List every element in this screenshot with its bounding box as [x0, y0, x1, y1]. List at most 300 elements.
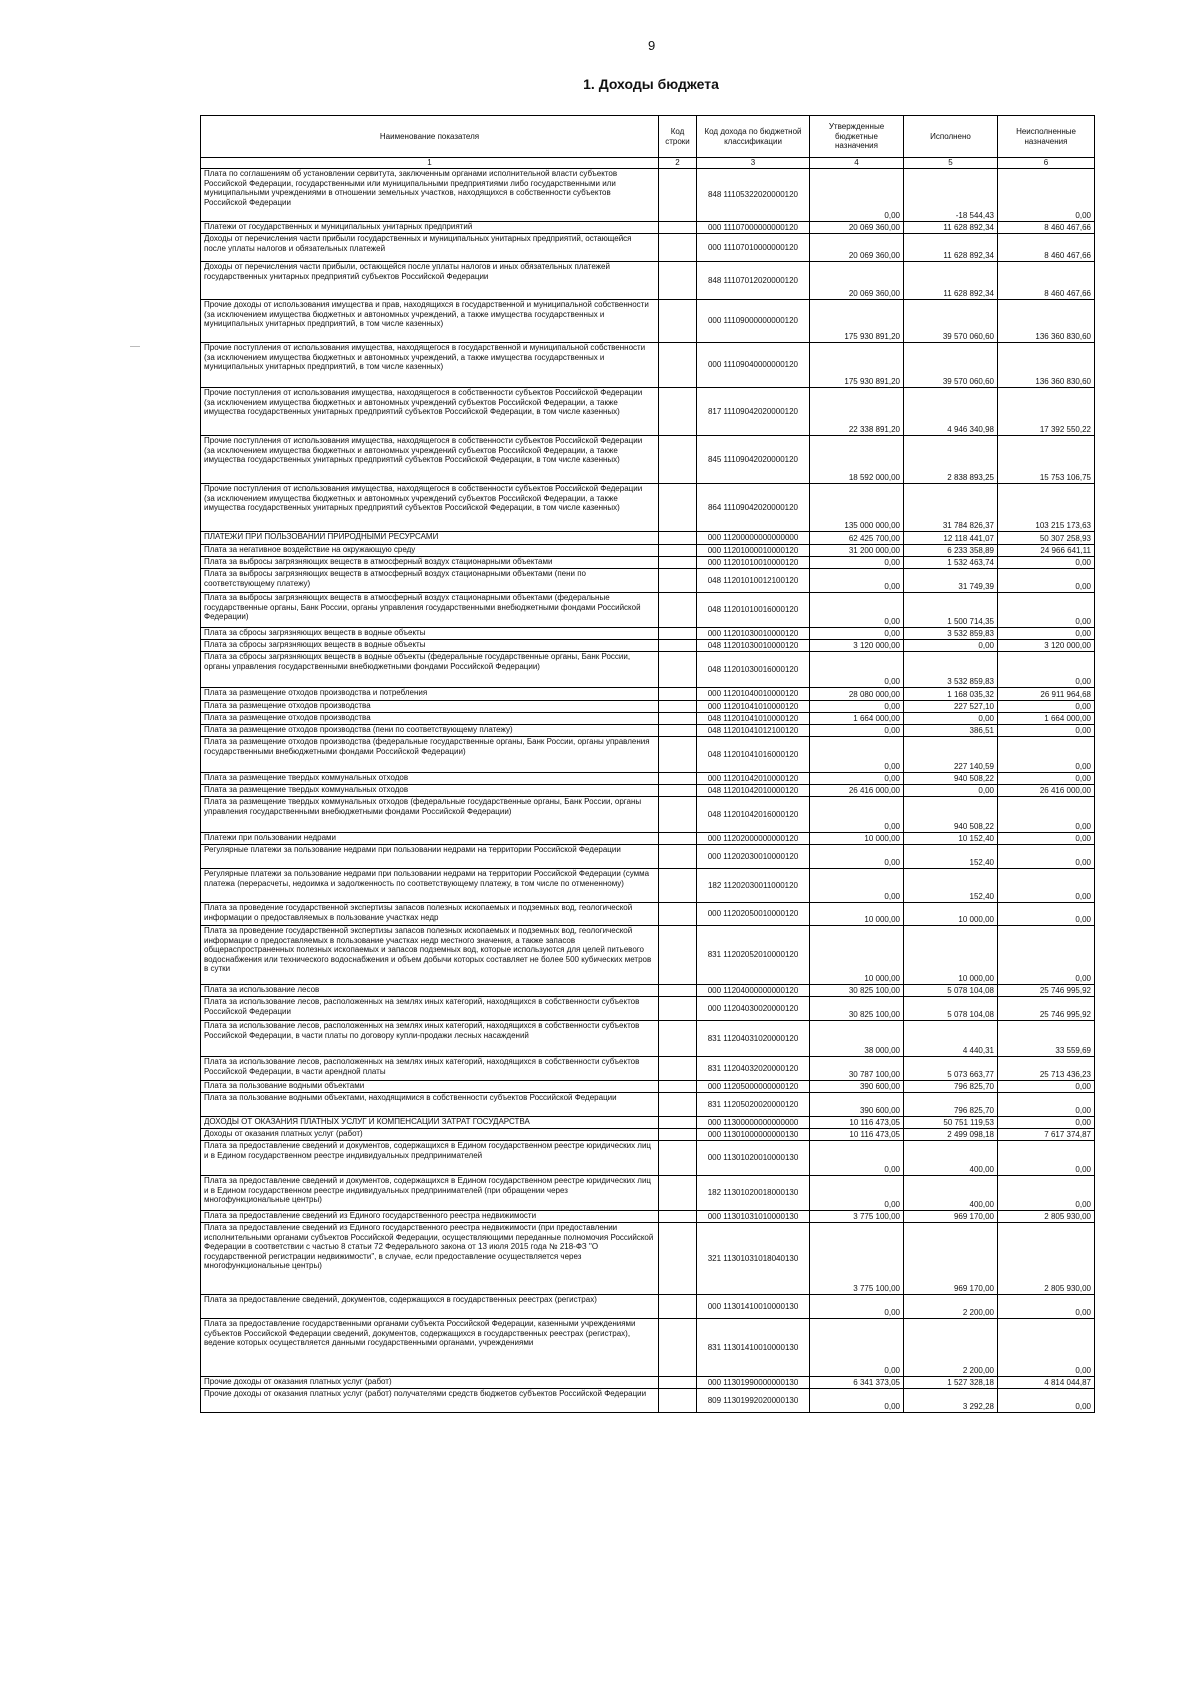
row-unexecuted: 136 360 830,60 [998, 343, 1095, 388]
column-number: 6 [998, 158, 1095, 169]
row-budget-code: 000 11202030010000120 [697, 845, 810, 869]
row-name: Прочие поступления от использования имущества, находящегося в собственности субъектов Российской Федерации (за исключением имущества бюджетных и автономных учреждений субъектов Российской Федерации, а также имущества государственных унитарных предприятий субъектов Российской Федерации, в том числе казенных) [201, 484, 659, 532]
row-approved: 30 825 100,00 [810, 985, 904, 997]
table-row [201, 997, 1095, 1021]
row-executed: 10 000,00 [904, 903, 998, 926]
row-approved: 3 120 000,00 [810, 640, 904, 652]
row-line-code [659, 532, 697, 545]
row-unexecuted: 0,00 [998, 773, 1095, 785]
row-approved: 0,00 [810, 569, 904, 593]
row-budget-code: 000 11204000000000120 [697, 985, 810, 997]
row-unexecuted: 8 460 467,66 [998, 222, 1095, 234]
row-budget-code: 048 11201010012100120 [697, 569, 810, 593]
row-approved: 0,00 [810, 701, 904, 713]
row-budget-code: 864 11109042020000120 [697, 484, 810, 532]
row-executed: 11 628 892,34 [904, 222, 998, 234]
row-approved: 0,00 [810, 1319, 904, 1377]
row-approved: 390 600,00 [810, 1093, 904, 1117]
row-unexecuted: 0,00 [998, 169, 1095, 222]
row-line-code [659, 1377, 697, 1389]
row-unexecuted: 0,00 [998, 845, 1095, 869]
header-unexecuted: Неисполненные назначения [998, 116, 1095, 158]
row-name: Плата за использование лесов, расположенных на землях иных категорий, находящихся в собственности субъектов Российской Федерации, в части платы по договору купли-продажи лесных насаждений [201, 1021, 659, 1057]
column-number: 3 [697, 158, 810, 169]
row-executed: 4 946 340,98 [904, 388, 998, 436]
row-unexecuted: 8 460 467,66 [998, 262, 1095, 300]
row-approved: 10 000,00 [810, 833, 904, 845]
row-line-code [659, 1223, 697, 1295]
row-budget-code: 848 11107012020000120 [697, 262, 810, 300]
table-row [201, 343, 1095, 388]
row-approved: 62 425 700,00 [810, 532, 904, 545]
row-approved: 31 200 000,00 [810, 545, 904, 557]
table-row [201, 484, 1095, 532]
row-name: ДОХОДЫ ОТ ОКАЗАНИЯ ПЛАТНЫХ УСЛУГ И КОМПЕНСАЦИИ ЗАТРАТ ГОСУДАРСТВА [201, 1117, 659, 1129]
column-number: 5 [904, 158, 998, 169]
row-unexecuted: 0,00 [998, 652, 1095, 688]
row-approved: 10 116 473,05 [810, 1129, 904, 1141]
row-unexecuted: 0,00 [998, 593, 1095, 628]
row-name: Доходы от перечисления части прибыли государственных и муниципальных унитарных предприятий, остающейся после уплаты налогов и обязательных платежей [201, 234, 659, 262]
row-executed: 1 527 328,18 [904, 1377, 998, 1389]
row-name: Прочие поступления от использования имущества, находящегося в собственности субъектов Российской Федерации (за исключением имущества бюджетных и автономных учреждений субъектов Российской Федерации, а также имущества государственных унитарных предприятий субъектов Российской Федерации, в том числе казенных) [201, 388, 659, 436]
row-executed: 796 825,70 [904, 1081, 998, 1093]
row-approved: 175 930 891,20 [810, 343, 904, 388]
row-executed: 2 200,00 [904, 1319, 998, 1377]
row-approved: 30 825 100,00 [810, 997, 904, 1021]
row-name: Платежи от государственных и муниципальных унитарных предприятий [201, 222, 659, 234]
row-approved: 10 000,00 [810, 926, 904, 985]
row-line-code [659, 1129, 697, 1141]
table-row [201, 1377, 1095, 1389]
row-line-code [659, 640, 697, 652]
table-row [201, 1141, 1095, 1176]
table-row [201, 725, 1095, 737]
row-line-code [659, 985, 697, 997]
table-row [201, 737, 1095, 773]
row-unexecuted: 0,00 [998, 1389, 1095, 1413]
table-row [201, 1389, 1095, 1413]
row-executed: 6 233 358,89 [904, 545, 998, 557]
row-budget-code: 000 11301031010000130 [697, 1211, 810, 1223]
row-unexecuted: 0,00 [998, 701, 1095, 713]
row-executed: 2 200,00 [904, 1295, 998, 1319]
table-row [201, 713, 1095, 725]
row-executed: 3 532 859,83 [904, 628, 998, 640]
row-line-code [659, 388, 697, 436]
table-row [201, 1093, 1095, 1117]
row-executed: 796 825,70 [904, 1093, 998, 1117]
table-row [201, 903, 1095, 926]
row-approved: 20 069 360,00 [810, 222, 904, 234]
row-approved: 0,00 [810, 593, 904, 628]
row-name: Плата за использование лесов [201, 985, 659, 997]
row-line-code [659, 569, 697, 593]
row-executed: 940 508,22 [904, 773, 998, 785]
row-line-code [659, 845, 697, 869]
row-executed: 31 749,39 [904, 569, 998, 593]
column-number: 2 [659, 158, 697, 169]
row-budget-code: 182 11301020018000130 [697, 1176, 810, 1211]
row-approved: 0,00 [810, 725, 904, 737]
row-line-code [659, 997, 697, 1021]
row-line-code [659, 725, 697, 737]
row-name: Плата за размещение отходов производства (пени по соответствующему платежу) [201, 725, 659, 737]
row-unexecuted: 0,00 [998, 833, 1095, 845]
row-name: Регулярные платежи за пользование недрами при пользовании недрами на территории Российской Федерации [201, 845, 659, 869]
row-unexecuted: 0,00 [998, 1117, 1095, 1129]
row-approved: 1 664 000,00 [810, 713, 904, 725]
row-executed: 10 152,40 [904, 833, 998, 845]
table-row [201, 532, 1095, 545]
row-unexecuted: 0,00 [998, 628, 1095, 640]
row-executed: 0,00 [904, 640, 998, 652]
row-unexecuted: 103 215 173,63 [998, 484, 1095, 532]
row-executed: 4 440,31 [904, 1021, 998, 1057]
row-budget-code: 000 11201040010000120 [697, 688, 810, 701]
row-approved: 38 000,00 [810, 1021, 904, 1057]
row-line-code [659, 1141, 697, 1176]
table-row [201, 545, 1095, 557]
row-executed: 400,00 [904, 1141, 998, 1176]
table-row [201, 1129, 1095, 1141]
header-approved: Утвержденные бюджетные назначения [810, 116, 904, 158]
row-unexecuted: 25 713 436,23 [998, 1057, 1095, 1081]
row-name: Плата за проведение государственной экспертизы запасов полезных ископаемых и подземных вод, геологической информации о предоставляемых в пользование участках недр местного значения, а также запасов общераспространенных полезных ископаемых и запасов подземных вод, которые используются для целей питьевого водоснабжения или технического водоснабжения и объем добычи которых составляет не более 500 кубических метров в сутки [201, 926, 659, 985]
row-name: Плата за размещение отходов производства (федеральные государственные органы, Банк России, органы управления государственными внебюджетными фондами Российской Федерации) [201, 737, 659, 773]
row-name: Плата за размещение отходов производства [201, 701, 659, 713]
row-line-code [659, 1176, 697, 1211]
row-name: Регулярные платежи за пользование недрами при пользовании недрами на территории Российской Федерации (сумма платежа (перерасчеты, недоимка и задолженность по соответствующему платежу, в том числе по отмененному) [201, 869, 659, 903]
row-executed: 12 118 441,07 [904, 532, 998, 545]
row-budget-code: 000 11107000000000120 [697, 222, 810, 234]
row-name: Плата за пользование водными объектами, находящимися в собственности субъектов Российской Федерации [201, 1093, 659, 1117]
row-budget-code: 000 11109040000000120 [697, 343, 810, 388]
row-approved: 0,00 [810, 737, 904, 773]
row-unexecuted: 136 360 830,60 [998, 300, 1095, 343]
row-line-code [659, 869, 697, 903]
table-row [201, 1211, 1095, 1223]
row-budget-code: 000 11107010000000120 [697, 234, 810, 262]
row-unexecuted: 0,00 [998, 797, 1095, 833]
row-line-code [659, 343, 697, 388]
row-line-code [659, 169, 697, 222]
row-line-code [659, 1021, 697, 1057]
table-row [201, 262, 1095, 300]
row-approved: 0,00 [810, 169, 904, 222]
row-executed: 0,00 [904, 785, 998, 797]
row-unexecuted: 2 805 930,00 [998, 1223, 1095, 1295]
row-budget-code: 048 11201030010000120 [697, 640, 810, 652]
row-approved: 0,00 [810, 1141, 904, 1176]
row-line-code [659, 797, 697, 833]
row-budget-code: 000 11205000000000120 [697, 1081, 810, 1093]
table-row [201, 1176, 1095, 1211]
table-row [201, 1117, 1095, 1129]
header-line-code: Код строки [659, 116, 697, 158]
table-row [201, 985, 1095, 997]
row-line-code [659, 1093, 697, 1117]
row-executed: 3 292,28 [904, 1389, 998, 1413]
row-unexecuted: 17 392 550,22 [998, 388, 1095, 436]
row-name: Плата за предоставление сведений и документов, содержащихся в Едином государственном реестре юридических лиц и в Едином государственном реестре индивидуальных предпринимателей (при обращении через многофункциональные центры) [201, 1176, 659, 1211]
row-budget-code: 048 11201030016000120 [697, 652, 810, 688]
row-executed: 969 170,00 [904, 1211, 998, 1223]
row-executed: 400,00 [904, 1176, 998, 1211]
row-executed: 39 570 060,60 [904, 343, 998, 388]
row-name: Плата за предоставление сведений и документов, содержащихся в Едином государственном реестре юридических лиц и в Едином государственном реестре индивидуальных предпринимателей [201, 1141, 659, 1176]
table-row [201, 1223, 1095, 1295]
row-unexecuted: 24 966 641,11 [998, 545, 1095, 557]
table-row [201, 628, 1095, 640]
row-approved: 20 069 360,00 [810, 234, 904, 262]
table-row [201, 1295, 1095, 1319]
row-name: Плата за размещение твердых коммунальных отходов (федеральные государственные органы, Банк России, органы управления государственными внебюджетными фондами Российской Федерации) [201, 797, 659, 833]
row-executed: 1 500 714,35 [904, 593, 998, 628]
row-budget-code: 048 11201042016000120 [697, 797, 810, 833]
row-budget-code: 000 11301020010000130 [697, 1141, 810, 1176]
table-row [201, 833, 1095, 845]
row-unexecuted: 26 416 000,00 [998, 785, 1095, 797]
table-row [201, 869, 1095, 903]
row-line-code [659, 1295, 697, 1319]
row-name: Плата по соглашениям об установлении сервитута, заключенным органами исполнительной власти субъектов Российской Федерации, государственными или муниципальными предприятиями либо государственными или муниципальными учреждениями в отношении земельных участков, находящихся в собственности субъектов Российской Федерации [201, 169, 659, 222]
row-approved: 10 000,00 [810, 903, 904, 926]
row-executed: 152,40 [904, 869, 998, 903]
row-executed: 940 508,22 [904, 797, 998, 833]
row-name: Плата за сбросы загрязняющих веществ в водные объекты [201, 640, 659, 652]
row-line-code [659, 262, 697, 300]
row-unexecuted: 0,00 [998, 1081, 1095, 1093]
row-name: Прочие доходы от использования имущества и прав, находящихся в государственной и муниципальной собственности (за исключением имущества бюджетных и автономных учреждений, а также имущества государственных и муниципальных унитарных предприятий, в том числе казенных) [201, 300, 659, 343]
row-budget-code: 000 11201030010000120 [697, 628, 810, 640]
row-unexecuted: 0,00 [998, 737, 1095, 773]
row-approved: 390 600,00 [810, 1081, 904, 1093]
table-row [201, 640, 1095, 652]
row-executed: 1 532 463,74 [904, 557, 998, 569]
header-budget-code: Код дохода по бюджетной классификации [697, 116, 810, 158]
row-name: Плата за негативное воздействие на окружающую среду [201, 545, 659, 557]
page-number: 9 [648, 38, 656, 53]
table-row [201, 593, 1095, 628]
row-name: Плата за сбросы загрязняющих веществ в водные объекты (федеральные государственные органы, Банк России, органы управления государственными внебюджетными фондами Российской Федерации) [201, 652, 659, 688]
row-line-code [659, 1319, 697, 1377]
row-budget-code: 048 11201010016000120 [697, 593, 810, 628]
row-line-code [659, 713, 697, 725]
row-executed: 39 570 060,60 [904, 300, 998, 343]
table-row [201, 845, 1095, 869]
row-line-code [659, 234, 697, 262]
row-executed: 152,40 [904, 845, 998, 869]
row-unexecuted: 33 559,69 [998, 1021, 1095, 1057]
table-row [201, 569, 1095, 593]
row-approved: 0,00 [810, 869, 904, 903]
row-line-code [659, 773, 697, 785]
row-budget-code: 000 11301990000000130 [697, 1377, 810, 1389]
row-budget-code: 000 11200000000000000 [697, 532, 810, 545]
scan-mark [130, 346, 140, 347]
row-line-code [659, 436, 697, 484]
row-line-code [659, 628, 697, 640]
row-budget-code: 831 11205020020000120 [697, 1093, 810, 1117]
row-approved: 0,00 [810, 797, 904, 833]
row-executed: 227 527,10 [904, 701, 998, 713]
row-executed: -18 544,43 [904, 169, 998, 222]
row-approved: 28 080 000,00 [810, 688, 904, 701]
row-unexecuted: 25 746 995,92 [998, 997, 1095, 1021]
row-unexecuted: 26 911 964,68 [998, 688, 1095, 701]
row-unexecuted: 0,00 [998, 1176, 1095, 1211]
table-row [201, 1081, 1095, 1093]
row-unexecuted: 50 307 258,93 [998, 532, 1095, 545]
row-unexecuted: 3 120 000,00 [998, 640, 1095, 652]
row-executed: 0,00 [904, 713, 998, 725]
row-approved: 0,00 [810, 1176, 904, 1211]
row-name: ПЛАТЕЖИ ПРИ ПОЛЬЗОВАНИИ ПРИРОДНЫМИ РЕСУРСАМИ [201, 532, 659, 545]
row-line-code [659, 1389, 697, 1413]
row-budget-code: 831 11301410010000130 [697, 1319, 810, 1377]
row-executed: 2 499 098,18 [904, 1129, 998, 1141]
row-approved: 135 000 000,00 [810, 484, 904, 532]
row-name: Прочие доходы от оказания платных услуг (работ) [201, 1377, 659, 1389]
row-line-code [659, 484, 697, 532]
row-name: Плата за предоставление государственными органами субъекта Российской Федерации, казенными учреждениями субъектов Российской Федерации сведений, документов, содержащихся в государственных реестрах (регистрах), ведение которых осуществляется данными государственными органами, учреждениями [201, 1319, 659, 1377]
row-line-code [659, 652, 697, 688]
row-name: Плата за предоставление сведений из Единого государственного реестра недвижимости [201, 1211, 659, 1223]
row-name: Плата за предоставление сведений из Единого государственного реестра недвижимости (при предоставлении исполнительными органами субъектов Российской Федерации, осуществляющими переданные полномочия Российской Федерации в соответствии с частью 8 статьи 72 Федерального закона от 13 июля 2015 года № 218-ФЗ "О государственной регистрации недвижимости", в случае, если предоставление осуществляется через многофункциональные центры) [201, 1223, 659, 1295]
row-executed: 11 628 892,34 [904, 234, 998, 262]
row-executed: 1 168 035,32 [904, 688, 998, 701]
row-line-code [659, 833, 697, 845]
row-executed: 5 078 104,08 [904, 997, 998, 1021]
table-row [201, 1319, 1095, 1377]
table-row [201, 234, 1095, 262]
row-approved: 0,00 [810, 628, 904, 640]
table-row [201, 388, 1095, 436]
row-executed: 3 532 859,83 [904, 652, 998, 688]
row-budget-code: 000 11204030020000120 [697, 997, 810, 1021]
row-line-code [659, 926, 697, 985]
row-executed: 969 170,00 [904, 1223, 998, 1295]
table-row [201, 688, 1095, 701]
table-row [201, 300, 1095, 343]
row-budget-code: 000 11201042010000120 [697, 773, 810, 785]
row-line-code [659, 701, 697, 713]
row-executed: 50 751 119,53 [904, 1117, 998, 1129]
row-unexecuted: 0,00 [998, 1319, 1095, 1377]
row-line-code [659, 545, 697, 557]
table-row [201, 222, 1095, 234]
table-row [201, 436, 1095, 484]
row-name: Плата за размещение твердых коммунальных отходов [201, 785, 659, 797]
row-unexecuted: 2 805 930,00 [998, 1211, 1095, 1223]
row-line-code [659, 737, 697, 773]
header-executed: Исполнено [904, 116, 998, 158]
row-approved: 22 338 891,20 [810, 388, 904, 436]
row-unexecuted: 1 664 000,00 [998, 713, 1095, 725]
row-name: Платежи при пользовании недрами [201, 833, 659, 845]
row-name: Прочие поступления от использования имущества, находящегося в собственности субъектов Российской Федерации (за исключением имущества бюджетных и автономных учреждений субъектов Российской Федерации, а также имущества государственных унитарных предприятий субъектов Российской Федерации, в том числе казенных) [201, 436, 659, 484]
table-row [201, 1021, 1095, 1057]
row-budget-code: 000 11201000010000120 [697, 545, 810, 557]
row-approved: 10 116 473,05 [810, 1117, 904, 1129]
table-row [201, 652, 1095, 688]
row-approved: 20 069 360,00 [810, 262, 904, 300]
row-budget-code: 000 11201010010000120 [697, 557, 810, 569]
row-unexecuted: 7 617 374,87 [998, 1129, 1095, 1141]
row-budget-code: 845 11109042020000120 [697, 436, 810, 484]
row-approved: 175 930 891,20 [810, 300, 904, 343]
row-name: Плата за предоставление сведений, документов, содержащихся в государственных реестрах (регистрах) [201, 1295, 659, 1319]
row-approved: 0,00 [810, 557, 904, 569]
row-approved: 0,00 [810, 773, 904, 785]
row-unexecuted: 25 746 995,92 [998, 985, 1095, 997]
row-executed: 386,51 [904, 725, 998, 737]
row-budget-code: 000 11109000000000120 [697, 300, 810, 343]
row-line-code [659, 785, 697, 797]
table-row [201, 1057, 1095, 1081]
row-line-code [659, 222, 697, 234]
row-approved: 30 787 100,00 [810, 1057, 904, 1081]
table-row [201, 701, 1095, 713]
row-budget-code: 809 11301992020000130 [697, 1389, 810, 1413]
row-line-code [659, 593, 697, 628]
page-title: 1. Доходы бюджета [583, 76, 719, 92]
row-budget-code: 817 11109042020000120 [697, 388, 810, 436]
row-budget-code: 000 11300000000000000 [697, 1117, 810, 1129]
row-unexecuted: 4 814 044,87 [998, 1377, 1095, 1389]
column-number: 4 [810, 158, 904, 169]
row-approved: 0,00 [810, 1295, 904, 1319]
row-name: Доходы от перечисления части прибыли, остающейся после уплаты налогов и иных обязательных платежей государственных унитарных предприятий субъектов Российской Федерации [201, 262, 659, 300]
row-line-code [659, 1081, 697, 1093]
row-line-code [659, 1211, 697, 1223]
row-name: Плата за выбросы загрязняющих веществ в атмосферный воздух стационарными объектами (федеральные государственные органы, Банк России, органы управления государственными внебюджетными фондами Российской Федерации) [201, 593, 659, 628]
row-line-code [659, 688, 697, 701]
revenue-table [200, 115, 1095, 1413]
row-approved: 3 775 100,00 [810, 1211, 904, 1223]
row-budget-code: 000 11202000000000120 [697, 833, 810, 845]
row-name: Плата за пользование водными объектами [201, 1081, 659, 1093]
row-name: Плата за сбросы загрязняющих веществ в водные объекты [201, 628, 659, 640]
row-unexecuted: 0,00 [998, 557, 1095, 569]
row-unexecuted: 0,00 [998, 725, 1095, 737]
row-name: Плата за использование лесов, расположенных на землях иных категорий, находящихся в собственности субъектов Российской Федерации, в части арендной платы [201, 1057, 659, 1081]
row-line-code [659, 1057, 697, 1081]
row-executed: 2 838 893,25 [904, 436, 998, 484]
row-budget-code: 000 11202050010000120 [697, 903, 810, 926]
row-budget-code: 000 11201041010000120 [697, 701, 810, 713]
row-line-code [659, 557, 697, 569]
table-row [201, 773, 1095, 785]
row-budget-code: 000 11301000000000130 [697, 1129, 810, 1141]
row-budget-code: 831 11204031020000120 [697, 1021, 810, 1057]
row-budget-code: 321 11301031018040130 [697, 1223, 810, 1295]
column-number: 1 [201, 158, 659, 169]
header-indicator-name: Наименование показателя [201, 116, 659, 158]
table-row [201, 557, 1095, 569]
row-executed: 10 000,00 [904, 926, 998, 985]
row-budget-code: 048 11201042010000120 [697, 785, 810, 797]
row-executed: 31 784 826,37 [904, 484, 998, 532]
row-line-code [659, 300, 697, 343]
row-executed: 227 140,59 [904, 737, 998, 773]
row-name: Плата за проведение государственной экспертизы запасов полезных ископаемых и подземных вод, геологической информации о предоставляемых в пользование участках недр [201, 903, 659, 926]
row-approved: 18 592 000,00 [810, 436, 904, 484]
row-unexecuted: 0,00 [998, 1141, 1095, 1176]
row-approved: 26 416 000,00 [810, 785, 904, 797]
row-approved: 0,00 [810, 652, 904, 688]
